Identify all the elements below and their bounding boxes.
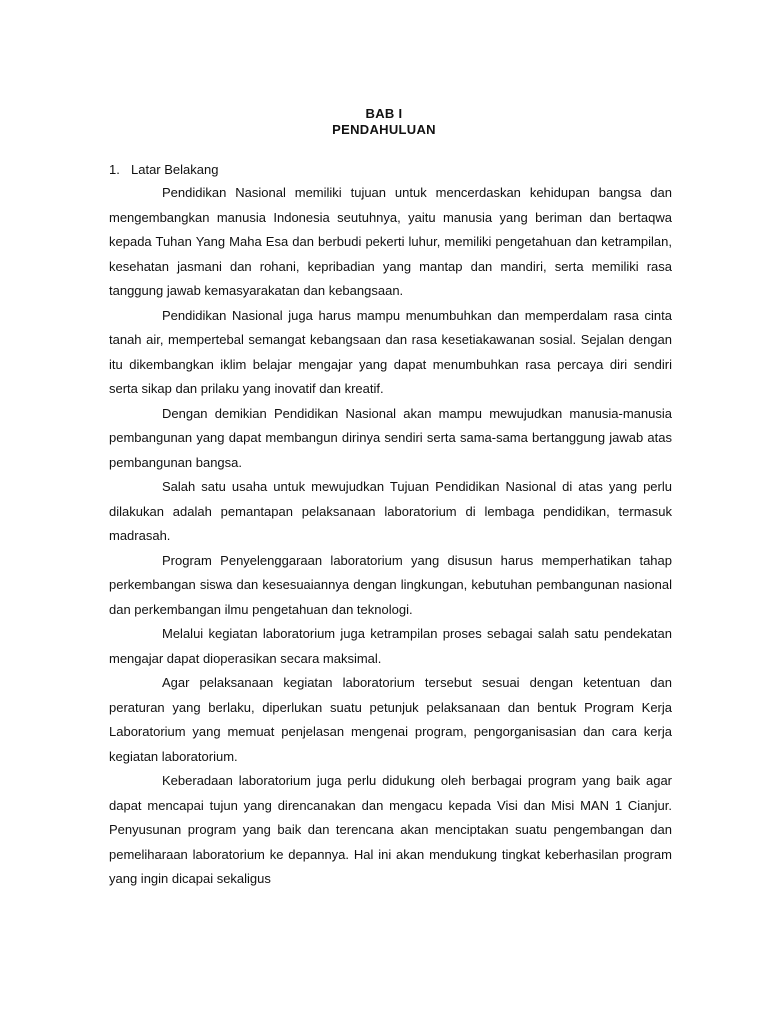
paragraph: Dengan demikian Pendidikan Nasional akan mampu mewujudkan manusia-manusia pembangunan yang dapat membangun dirinya sendiri serta sama-sama bertanggung jawab atas pembangunan bangsa. — [109, 405, 672, 470]
section-heading — [109, 162, 218, 178]
section-title: Latar Belakang — [131, 162, 219, 177]
body-text — [109, 181, 672, 892]
paragraph: Salah satu usaha untuk mewujudkan Tujuan Pendidikan Nasional di atas yang perlu dilakukan adalah pemantapan pelaksanaan laboratorium di lembaga pendidikan, termasuk madrasah. — [109, 479, 672, 543]
chapter-number: BAB I — [365, 106, 403, 121]
paragraph: Agar pelaksanaan kegiatan laboratorium tersebut sesuai dengan ketentuan dan peraturan yang berlaku, diperlukan suatu petunjuk pelaksanaan dan bentuk Program Kerja Laboratorium yang memuat penjelasan mengenai program, pengorganisasian dan cara kerja kegiatan laboratorium. — [109, 675, 672, 764]
paragraph: Pendidikan Nasional memiliki tujuan untuk mencerdaskan kehidupan bangsa dan mengembangkan manusia Indonesia seutuhnya, yaitu manusia yang beriman dan bertaqwa kepada Tuhan Yang Maha Esa dan berbudi pekerti luhur, memiliki pengetahuan dan ketrampilan, kesehatan jasmani dan rohani, kepribadian yang mantap dan mandiri, serta memiliki rasa tanggung jawab kemasyarakatan dan kebangsaan. — [109, 185, 672, 298]
paragraph: Keberadaan laboratorium juga perlu didukung oleh berbagai program yang baik agar dapat mencapai tujun yang direncanakan dan mengacu kepada Visi dan Misi MAN 1 Cianjur. Penyusunan program yang baik dan terencana akan menciptakan suatu pengembangan dan pemeliharaan laboratorium ke depannya. Hal ini akan mendukung tingkat keberhasilan program yang ingin dicapai sekaligus — [109, 773, 672, 886]
paragraph: Program Penyelenggaraan laboratorium yang disusun harus memperhatikan tahap perkembangan siswa dan kesesuaiannya dengan lingkungan, kebutuhan pembangunan nasional dan perkembangan ilmu pengetahuan dan teknologi. — [109, 552, 672, 617]
paragraph: Pendidikan Nasional juga harus mampu menumbuhkan dan memperdalam rasa cinta tanah air, mempertebal semangat kebangsaan dan rasa kesetiakawanan sosial. Sejalan dengan itu dikembangkan iklim belajar mengajar yang dapat menumbuhkan rasa percaya diri sendiri serta sikap dan prilaku yang inovatif dan kreatif. — [109, 307, 672, 396]
paragraph: Melalui kegiatan laboratorium juga ketrampilan proses sebagai salah satu pendekatan mengajar dapat dioperasikan secara maksimal. — [109, 626, 672, 666]
chapter-title: PENDAHULUAN — [332, 122, 436, 137]
section-number: 1. — [109, 162, 120, 177]
